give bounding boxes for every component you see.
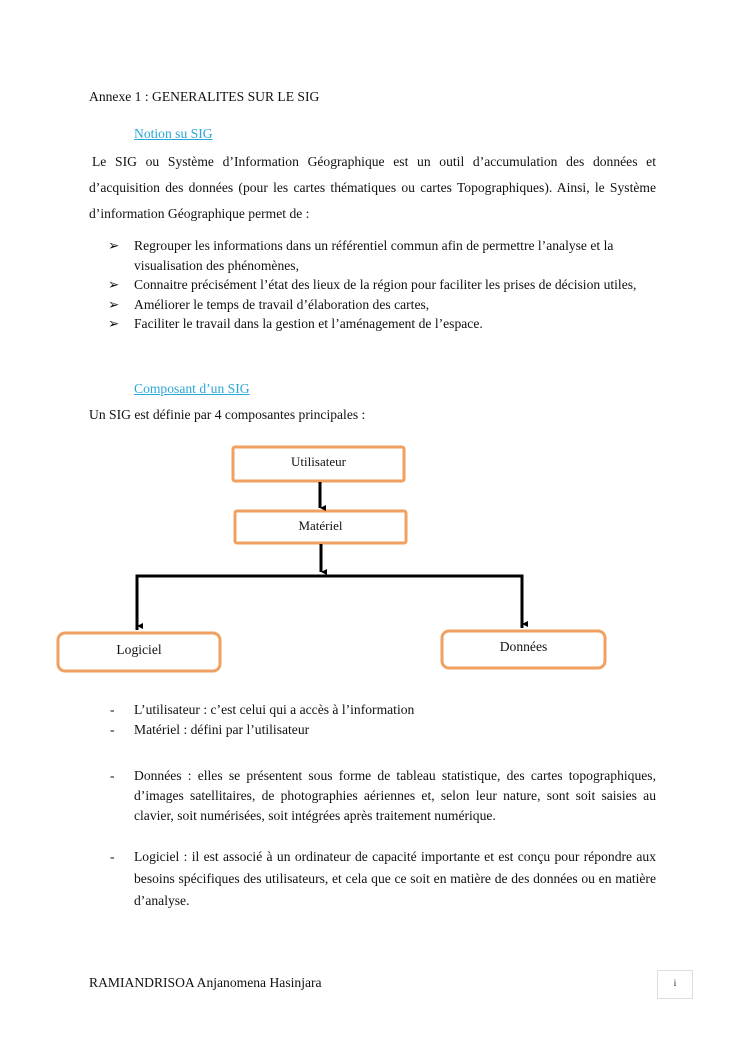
bullet-text: Regrouper les informations dans un référentiel commun afin de permettre l’analyse et la visualisation des phénomènes, (134, 238, 614, 273)
page-number: i (657, 970, 693, 999)
definition-item (110, 720, 656, 740)
node-materiel: Matériel (298, 518, 343, 533)
node-logiciel: Logiciel (116, 642, 162, 657)
definition-item (110, 766, 656, 826)
dash-bullet: - (110, 849, 115, 864)
annex-title: Annexe 1 : GENERALITES SUR LE SIG (89, 89, 320, 104)
bullet-text: Améliorer le temps de travail d’élaboration des cartes, (134, 296, 430, 312)
arrow-bullet-icon: ➢ (108, 316, 120, 332)
definition-materiel: Matériel : défini par l’utilisateur (134, 722, 310, 737)
definition-utilisateur: L’utilisateur : c’est celui qui a accès à l’information (134, 702, 415, 717)
definition-logiciel: Logiciel : il est associé à un ordinateur de capacité importante et est conçu pour répondre aux besoins spécifiques des utilisateurs, et cela que ce soit en matière de des données ou en matière d’analyse. (134, 849, 656, 908)
node-utilisateur: Utilisateur (291, 454, 346, 469)
definition-item (110, 846, 656, 912)
dash-bullet: - (110, 702, 115, 717)
node-donnees: Données (499, 639, 548, 654)
composant-intro: Un SIG est définie par 4 composantes principales : (89, 407, 366, 422)
definition-donnees: Données : elles se présentent sous forme de tableau statistique, des cartes topographiques, d’images satellitaires, de photographies aériennes et, selon leur nature, sont soit saisies au clavier, soit numérisées, soit intégrées après traitement numérique. (134, 768, 656, 823)
arrow-bullet-icon: ➢ (108, 296, 120, 312)
dash-bullet: - (110, 722, 115, 737)
bullet-text: Faciliter le travail dans la gestion et l’aménagement de l’espace. (134, 316, 483, 332)
intro-paragraph: Le SIG ou Système d’Information Géographique est un outil d’accumulation des données et d’acquisition des données (pour les cartes thématiques ou cartes Topographiques). Ainsi, le Système d’information Géographique permet de : (89, 154, 656, 221)
arrow-bullet-icon: ➢ (108, 238, 120, 253)
heading-composant: Composant d’un SIG (134, 381, 250, 396)
arrow-bullet-icon: ➢ (108, 277, 120, 293)
branch-connector (137, 576, 522, 630)
heading-notion: Notion su SIG (134, 126, 213, 141)
definition-item (110, 700, 656, 720)
footer-author: RAMIANDRISOA Anjanomena Hasinjara (89, 975, 322, 990)
dash-bullet: - (110, 768, 115, 783)
bullet-text: Connaitre précisément l’état des lieux de la région pour faciliter les prises de décision utiles, (134, 277, 637, 293)
